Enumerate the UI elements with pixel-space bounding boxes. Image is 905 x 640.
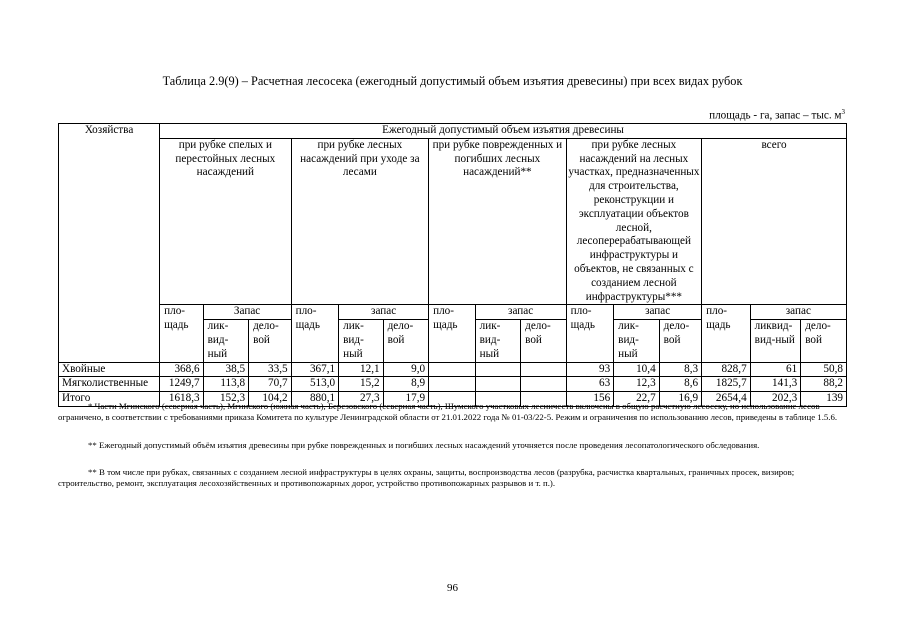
- cell: 1249,7: [160, 377, 203, 392]
- header-farms: Хозяйства: [59, 124, 160, 363]
- cell: 152,3: [203, 392, 249, 407]
- cell: 17,9: [383, 392, 429, 407]
- header-business: дело-вой: [801, 320, 847, 362]
- cell: [521, 362, 567, 377]
- cell: 9,0: [383, 362, 429, 377]
- cell: 10,4: [614, 362, 660, 377]
- cell: 27,3: [339, 392, 384, 407]
- cell: 828,7: [702, 362, 751, 377]
- cell: 12,1: [339, 362, 384, 377]
- header-category: всего: [702, 138, 847, 305]
- cell: 12,3: [614, 377, 660, 392]
- header-liquid: лик-вид-ный: [475, 320, 521, 362]
- cell: 33,5: [249, 362, 291, 377]
- cell: 8,9: [383, 377, 429, 392]
- header-liquid: лик-вид-ный: [203, 320, 249, 362]
- cell: 202,3: [750, 392, 801, 407]
- header-category: при рубке лесных насаждений на лесных участках, предназначенных для строительства, реконструкции и эксплуатации объектов лесной, лесоперерабатывающей инфраструктуры и объектов, не связанных с созданием лесной инфраструктуры***: [566, 138, 702, 305]
- row-name: Итого: [59, 392, 160, 407]
- cell: 50,8: [801, 362, 847, 377]
- table-row: [59, 362, 847, 377]
- header-row-categories: [59, 138, 847, 305]
- footnote: ** Ежегодный допустимый объём изъятия древесины при рубке поврежденных и погибших лесных насаждений уточняется после проведения лесопатологического обследования.: [88, 440, 760, 450]
- cell: 113,8: [203, 377, 249, 392]
- header-business: дело-вой: [659, 320, 701, 362]
- header-stock: запас: [750, 305, 846, 320]
- cell: 88,2: [801, 377, 847, 392]
- header-area: пло-щадь: [702, 305, 751, 362]
- cell: 513,0: [291, 377, 339, 392]
- header-area: пло-щадь: [566, 305, 614, 362]
- cell: 61: [750, 362, 801, 377]
- cell: 156: [566, 392, 614, 407]
- cell: 38,5: [203, 362, 249, 377]
- header-stock: Запас: [203, 305, 291, 320]
- header-liquid: лик-вид-ный: [339, 320, 384, 362]
- cell: 141,3: [750, 377, 801, 392]
- cell: 880,1: [291, 392, 339, 407]
- cell: 139: [801, 392, 847, 407]
- table-title: Таблица 2.9(9) – Расчетная лесосека (ежегодный допустимый объем изъятия древесины) при всех видах рубок: [162, 74, 743, 88]
- units-superscript: 3: [841, 108, 845, 116]
- cell: 1825,7: [702, 377, 751, 392]
- header-liquid: лик-вид-ный: [614, 320, 660, 362]
- cell: [475, 377, 521, 392]
- cell: 1618,3: [160, 392, 203, 407]
- units-text: площадь - га, запас – тыс. м: [709, 109, 842, 122]
- cell: 63: [566, 377, 614, 392]
- header-category: при рубке лесных насаждений при уходе за лесами: [291, 138, 429, 305]
- cell: 104,2: [249, 392, 291, 407]
- page-number: 96: [447, 582, 458, 594]
- header-area: пло-щадь: [160, 305, 203, 362]
- cell: 368,6: [160, 362, 203, 377]
- header-category: при рубке поврежденных и погибших лесных насаждений**: [429, 138, 567, 305]
- table-row: [59, 377, 847, 392]
- header-area: пло-щадь: [291, 305, 339, 362]
- units-note: [709, 108, 845, 122]
- cell: [521, 377, 567, 392]
- cell: 8,6: [659, 377, 701, 392]
- cell: 367,1: [291, 362, 339, 377]
- allowable-cut-table: [58, 123, 847, 407]
- header-row-group: [59, 124, 847, 139]
- header-liquid: ликвид-вид-ный: [750, 320, 801, 362]
- header-business: дело-вой: [521, 320, 567, 362]
- header-category: при рубке спелых и перестойных лесных насаждений: [160, 138, 291, 305]
- header-business: дело-вой: [383, 320, 429, 362]
- footnote: ** В том числе при рубках, связанных с созданием лесной инфраструктуры в целях охраны, защиты, воспроизводства лесов (разрубка, расчистка квартальных, граничных просек, визиров; строительство, ремонт, эксплуатация лесохозяйственных и противопожарных дорог, устройство противопожарных разрывов и т. п.).: [58, 467, 795, 489]
- cell: 15,2: [339, 377, 384, 392]
- row-name: Мягколиственные: [59, 377, 160, 392]
- header-stock: запас: [339, 305, 429, 320]
- cell: [429, 362, 476, 377]
- footnote: * Части Мгинского (северная часть), Мгинского (южная часть), Березовского (северная часть), Шумского участковых лесничеств включены в общую расчетную лесосеку, но использование лесов ограничено, в соответствии с требованиями приказа Комитета по культуре Ленинградской области от 21.01.2022 года № 01-03/22-5. Режим и ограничения по использованию лесов, приведены в таблице 1.5.6.: [58, 401, 838, 423]
- cell: 8,3: [659, 362, 701, 377]
- cell: 70,7: [249, 377, 291, 392]
- header-business: дело-вой: [249, 320, 291, 362]
- header-row-area-stock: [59, 305, 847, 320]
- row-name: Хвойные: [59, 362, 160, 377]
- cell: 22,7: [614, 392, 660, 407]
- header-group: Ежегодный допустимый объем изъятия древесины: [160, 124, 847, 139]
- cell: 93: [566, 362, 614, 377]
- cell: [429, 377, 476, 392]
- cell: 16,9: [659, 392, 701, 407]
- header-stock: запас: [475, 305, 566, 320]
- cell: [475, 362, 521, 377]
- header-stock: запас: [614, 305, 702, 320]
- cell: 2654,4: [702, 392, 751, 407]
- header-area: пло-щадь: [429, 305, 476, 362]
